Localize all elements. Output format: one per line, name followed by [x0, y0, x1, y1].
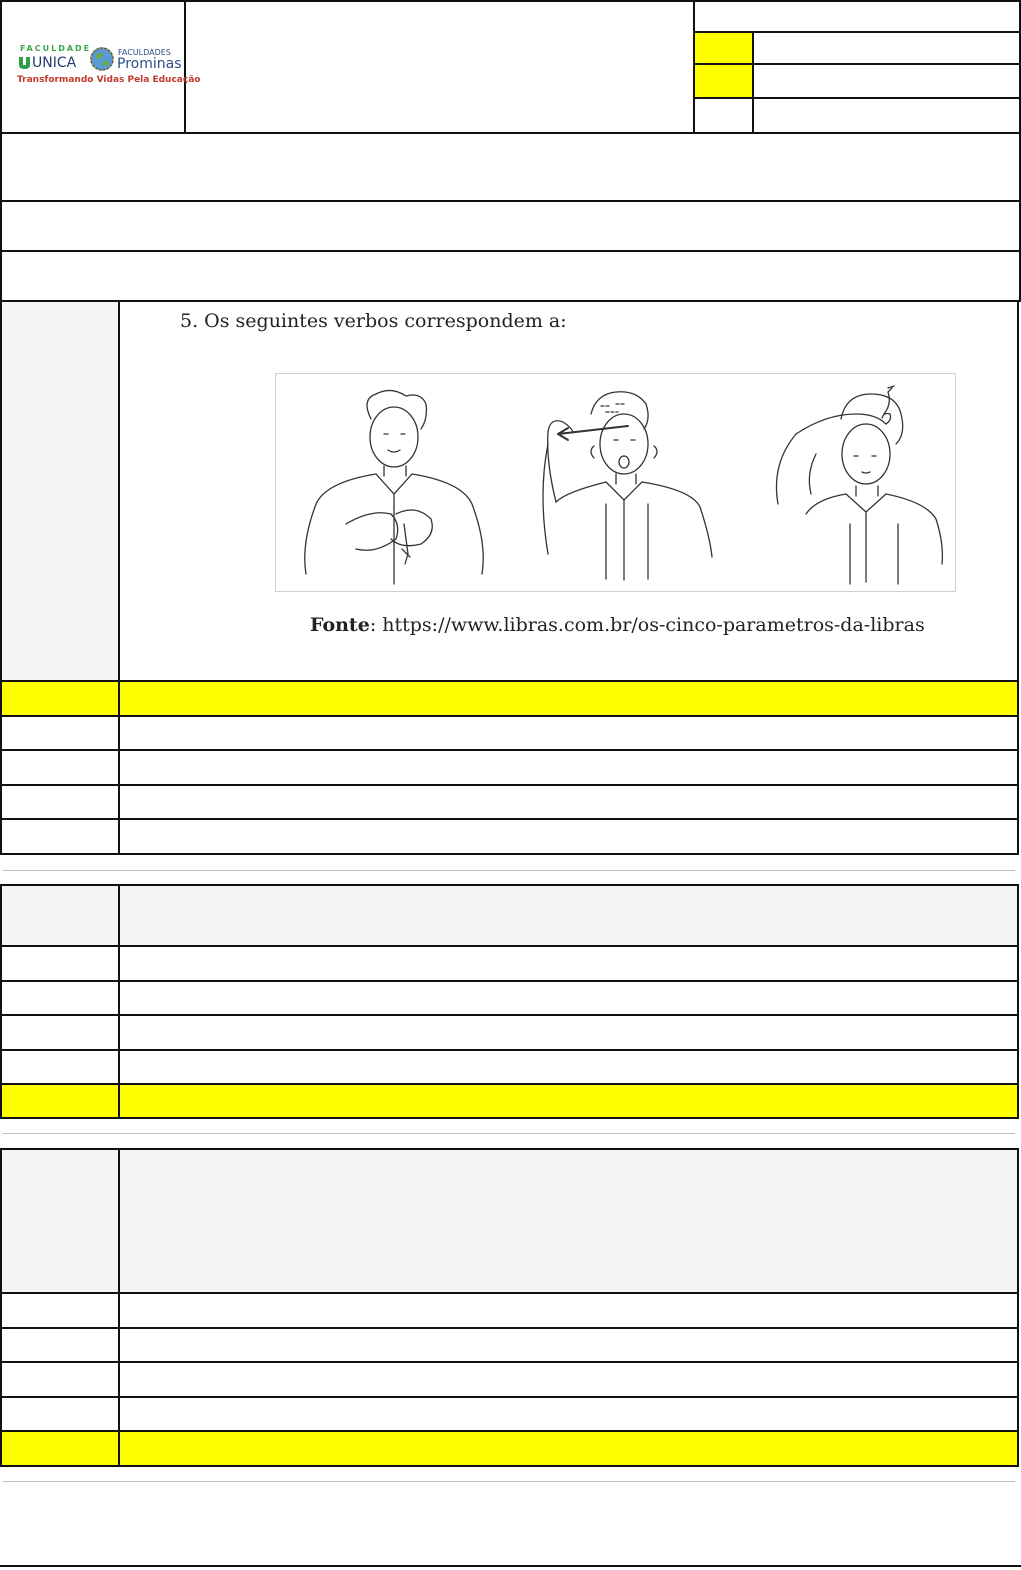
source-caption [310, 614, 925, 636]
header-highlight-cell-1 [695, 33, 752, 63]
logo-faculdade-text: FACULDADE [20, 44, 92, 53]
unica-u-icon [18, 56, 31, 70]
sign-figure-2 [543, 392, 712, 580]
answer-row-highlight-3 [2, 1432, 1017, 1465]
sign-figure-3 [776, 386, 942, 584]
question-text: 5. Os seguintes verbos correspondem a: [180, 310, 567, 332]
source-label: Fonte [310, 614, 370, 636]
libras-signs-illustration [275, 373, 956, 592]
question-number-cell [2, 302, 118, 680]
page-bottom-rule [0, 1565, 1021, 1567]
sign-figure-1 [305, 390, 484, 584]
logo-prominas-text: Prominas [117, 56, 182, 72]
sign-figures-drawing [276, 374, 955, 591]
info-row-3 [0, 250, 1021, 302]
globe-icon [89, 46, 115, 72]
answer-row-highlight [2, 682, 1017, 715]
header-highlight-cell-2 [695, 65, 752, 97]
logo-unica-text: UNICA [32, 55, 77, 71]
institution-logo [14, 44, 201, 94]
logo-faculdades-text: FACULDADES [118, 48, 171, 57]
info-row-2 [0, 200, 1021, 252]
question-3-statement-cell [2, 1150, 1017, 1292]
info-row-1 [0, 132, 1021, 202]
source-url: : https://www.libras.com.br/os-cinco-parametros-da-libras [369, 614, 925, 636]
question-2-statement-cell [2, 886, 1017, 945]
answer-row-highlight-2 [2, 1085, 1017, 1117]
logo-tagline: Transformando Vidas Pela Educação [17, 75, 201, 85]
